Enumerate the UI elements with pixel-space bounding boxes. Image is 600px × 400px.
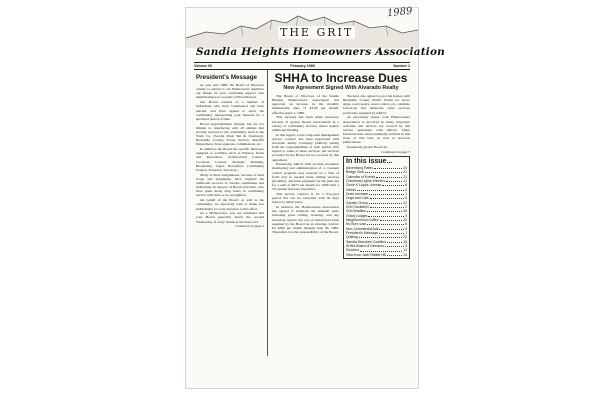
newsletter-page bbox=[186, 5, 445, 388]
continued-note: Continued on page 2 bbox=[234, 224, 264, 229]
column-divider bbox=[267, 70, 268, 356]
index-leader-dots bbox=[365, 170, 402, 173]
paragraph: Board responsibilities include, but are not limited to, interfacing with all entities that provide services to the community, such as the Tram Co. (Sandia Peak Ski & Tramway), Bernalillo County, Forest Service, Sheriff's Department, State agencies, commissions, etc. bbox=[196, 121, 264, 147]
index-item-page: 31 bbox=[403, 165, 407, 170]
index-leader-dots bbox=[374, 166, 402, 169]
in-this-issue-box bbox=[343, 156, 410, 259]
presidents-message-column bbox=[196, 70, 264, 360]
index-leader-dots bbox=[370, 196, 404, 199]
index-item-page: 21 bbox=[403, 174, 407, 179]
feature-text-columns bbox=[272, 94, 410, 259]
paragraph: Essentially greater Board in- bbox=[347, 145, 388, 150]
index-item-page: 30 bbox=[403, 209, 407, 214]
paragraph: In addition, the Homeowners Association has agreed to maintain the baseball park, including grass cutting, watering, and any necessary repairs, the cost of which have been assumed by the Board on an existing contract for $300 per month through June 30, 1989. Thereafter, it is the responsibility of the Board. bbox=[272, 205, 339, 234]
index-item-page: 22 bbox=[403, 217, 407, 222]
index-item-title: Quilting bbox=[346, 235, 358, 240]
index-item-title: Grit Circulation bbox=[346, 204, 369, 209]
presidents-message-body bbox=[196, 83, 264, 224]
feature-subhead: New Agreement Signed With Alvarado Realty bbox=[283, 85, 399, 91]
issue-number: Number 1 bbox=[393, 63, 410, 68]
association-banner: Sandia Heights Homeowners Association bbox=[196, 46, 445, 58]
paragraph: As previously stated, your Homeowners Association is involved in many important activities and services not covered by this service agreement with ARCO. These functions have been essentially outlined in this issue of The Grit, as well as previous publications. bbox=[343, 115, 410, 145]
index-item-page: 3 bbox=[405, 213, 407, 218]
index-leader-dots bbox=[387, 253, 402, 256]
index-leader-dots bbox=[368, 214, 404, 217]
index-leader-dots bbox=[357, 188, 404, 191]
index-leader-dots bbox=[382, 183, 404, 186]
index-leader-dots bbox=[360, 248, 402, 251]
index-item-title: Christmas Lights Winners bbox=[346, 178, 386, 183]
issue-date: February 1989 bbox=[290, 63, 315, 68]
index-item-title: Bridge Club bbox=[346, 170, 364, 175]
index-item-title: President's Message bbox=[346, 230, 378, 235]
index-item-title: Gravy Lodges bbox=[346, 213, 368, 218]
masthead bbox=[186, 5, 445, 70]
index-item-page: 22 bbox=[403, 235, 407, 240]
index-leader-dots bbox=[367, 222, 404, 225]
index-leader-dots bbox=[367, 209, 402, 212]
index-item-page: 1 bbox=[405, 230, 407, 235]
index-leader-dots bbox=[369, 192, 404, 195]
paragraph: We have also agreed to provide liaison with Bernalillo County Public Works for snow, signs, road repairs, weed control, etc., estimate follow-up and numerous other services previously supplied by ARCO. bbox=[343, 94, 410, 115]
presidents-message-heading: President's Message bbox=[196, 74, 257, 81]
index-leader-dots bbox=[385, 244, 404, 247]
paragraph: At year end 1988, the Board of Directors wishes to extend to our Homeowner members our thanks for your continuing support. Our membership now exceeds 1100 residences. bbox=[196, 83, 264, 100]
index-item-title: Garden Group bbox=[346, 200, 368, 205]
index-item bbox=[346, 253, 407, 257]
index-item-page: 8 bbox=[405, 183, 407, 188]
index-list bbox=[346, 166, 407, 257]
index-item-title: Grit Deadline bbox=[346, 209, 367, 214]
paragraph: Many of these assignments, because of their scope and magnitude, have required the additional services of various committees and individuals in support of Board activities, who have spent many long hours in community service with little or no recognition. bbox=[196, 172, 264, 198]
paragraph: This increase has been made necessary because of greater Board involvement in a variety of community services which require additional funding. bbox=[272, 115, 339, 132]
volume: Volume 09 bbox=[194, 63, 212, 68]
paragraph: In this regard, a new long-term management service contract has been negotiated with Alvarado Realty Company (ARCO) setting forth the responsibilities of both parties with regard to some of these services. All services provided by the Board are not covered by this agreement. bbox=[272, 132, 339, 162]
index-item-page: 2 bbox=[405, 204, 407, 209]
index-item-title: No Burn Law bbox=[346, 222, 366, 227]
index-item-page: 10 bbox=[403, 239, 407, 244]
index-item-page: 22 bbox=[403, 170, 407, 175]
feature-col-1 bbox=[272, 94, 339, 259]
paragraph: The Board of Directors of the Sandia Heights Homeowners Association has approved an increase in the monthly membership dues of $3.00 per month, effective April 1, 1989. bbox=[272, 94, 339, 115]
issue-info-bar bbox=[194, 62, 410, 70]
feature-headline: SHHA to Increase Dues bbox=[274, 71, 408, 85]
index-item-title: View from Jack Rabbit Hill bbox=[346, 252, 386, 257]
handwritten-year: 1989 bbox=[386, 5, 413, 20]
index-item-title: Advertising Rates bbox=[346, 165, 373, 170]
index-item-title: Non-Commercial Ads bbox=[346, 226, 379, 231]
continued-note: Continued on page 7 bbox=[380, 149, 410, 154]
paragraph: Our Board consists of a number of individuals who have volunteered and been elected, and have agreed to serve the community, representing your interests for a specified period of time. bbox=[196, 100, 264, 121]
paragraph: As a Homeowner, you are reminded that your Board generally meets the second Wednesday of every month at the Paseo del bbox=[196, 211, 264, 224]
index-leader-dots bbox=[370, 205, 404, 208]
index-item-page: 9 bbox=[405, 226, 407, 231]
index-leader-dots bbox=[387, 240, 402, 243]
index-leader-dots bbox=[379, 231, 404, 234]
index-leader-dots bbox=[380, 218, 403, 221]
index-item-page: 1 bbox=[405, 191, 407, 196]
index-item-title: Circle K Liquor License bbox=[346, 183, 382, 188]
paragraph: In addition, the Board has specific Directors assigned to activities such as Finance, Parks and Recreation, Architectural Control, Covenant Control, Strategic Planning, Hospitality, Legal, Newsletter, Community Liaison, Treasurer, Secretary... bbox=[196, 147, 264, 172]
index-item-page: 14 bbox=[403, 248, 407, 253]
index-item-title: Deeds bbox=[346, 187, 356, 192]
index-item-title: Neighborhood Coffee bbox=[346, 217, 379, 222]
index-leader-dots bbox=[386, 179, 402, 182]
index-item-page: 13 bbox=[403, 252, 407, 257]
paragraph: This service contract is for a five-year period but can be cancelled with 30 days notice by either party. bbox=[272, 191, 339, 205]
paragraph: On behalf of the Board, as well as the community, we especially want to thank you individually for your devotion to this effort. bbox=[196, 198, 264, 211]
index-item-page: 11 bbox=[403, 178, 407, 183]
feature-col-2-text bbox=[343, 94, 410, 149]
index-item-title: Dues Increase bbox=[346, 191, 369, 196]
index-leader-dots bbox=[359, 235, 403, 238]
index-leader-dots bbox=[369, 201, 402, 204]
feature-col-2 bbox=[343, 94, 410, 259]
paragraph: Essentially, ARCO shall provide resolution monitoring and administration of a covenant control program, new renewal on a 'first of form' and as needed basis, billing services (monthly), and lease payments for the park site for a sum of $975 per month for 1989 with a 5% annual increase, thereafter. bbox=[272, 162, 339, 192]
feature-column bbox=[272, 70, 410, 259]
index-leader-dots bbox=[379, 227, 404, 230]
index-item-page: 3 bbox=[405, 244, 407, 248]
index-heading: In this issue... bbox=[346, 157, 393, 165]
index-item-page: 12 bbox=[403, 200, 407, 205]
index-item-title: Dogs and Cats bbox=[346, 196, 369, 201]
index-item-page: 5 bbox=[405, 196, 407, 201]
index-item-title: Sandia Mountain Coalition bbox=[346, 239, 387, 244]
index-item-title: SHHA Board of Directors bbox=[346, 244, 385, 248]
index-item-page: 4 bbox=[405, 187, 407, 192]
index-leader-dots bbox=[376, 175, 402, 178]
index-item-page: 6 bbox=[405, 222, 407, 227]
index-item-title: Calendar of Events bbox=[346, 174, 376, 179]
grit-title: THE GRIT bbox=[280, 26, 354, 39]
index-item-title: Snickers bbox=[346, 248, 360, 253]
